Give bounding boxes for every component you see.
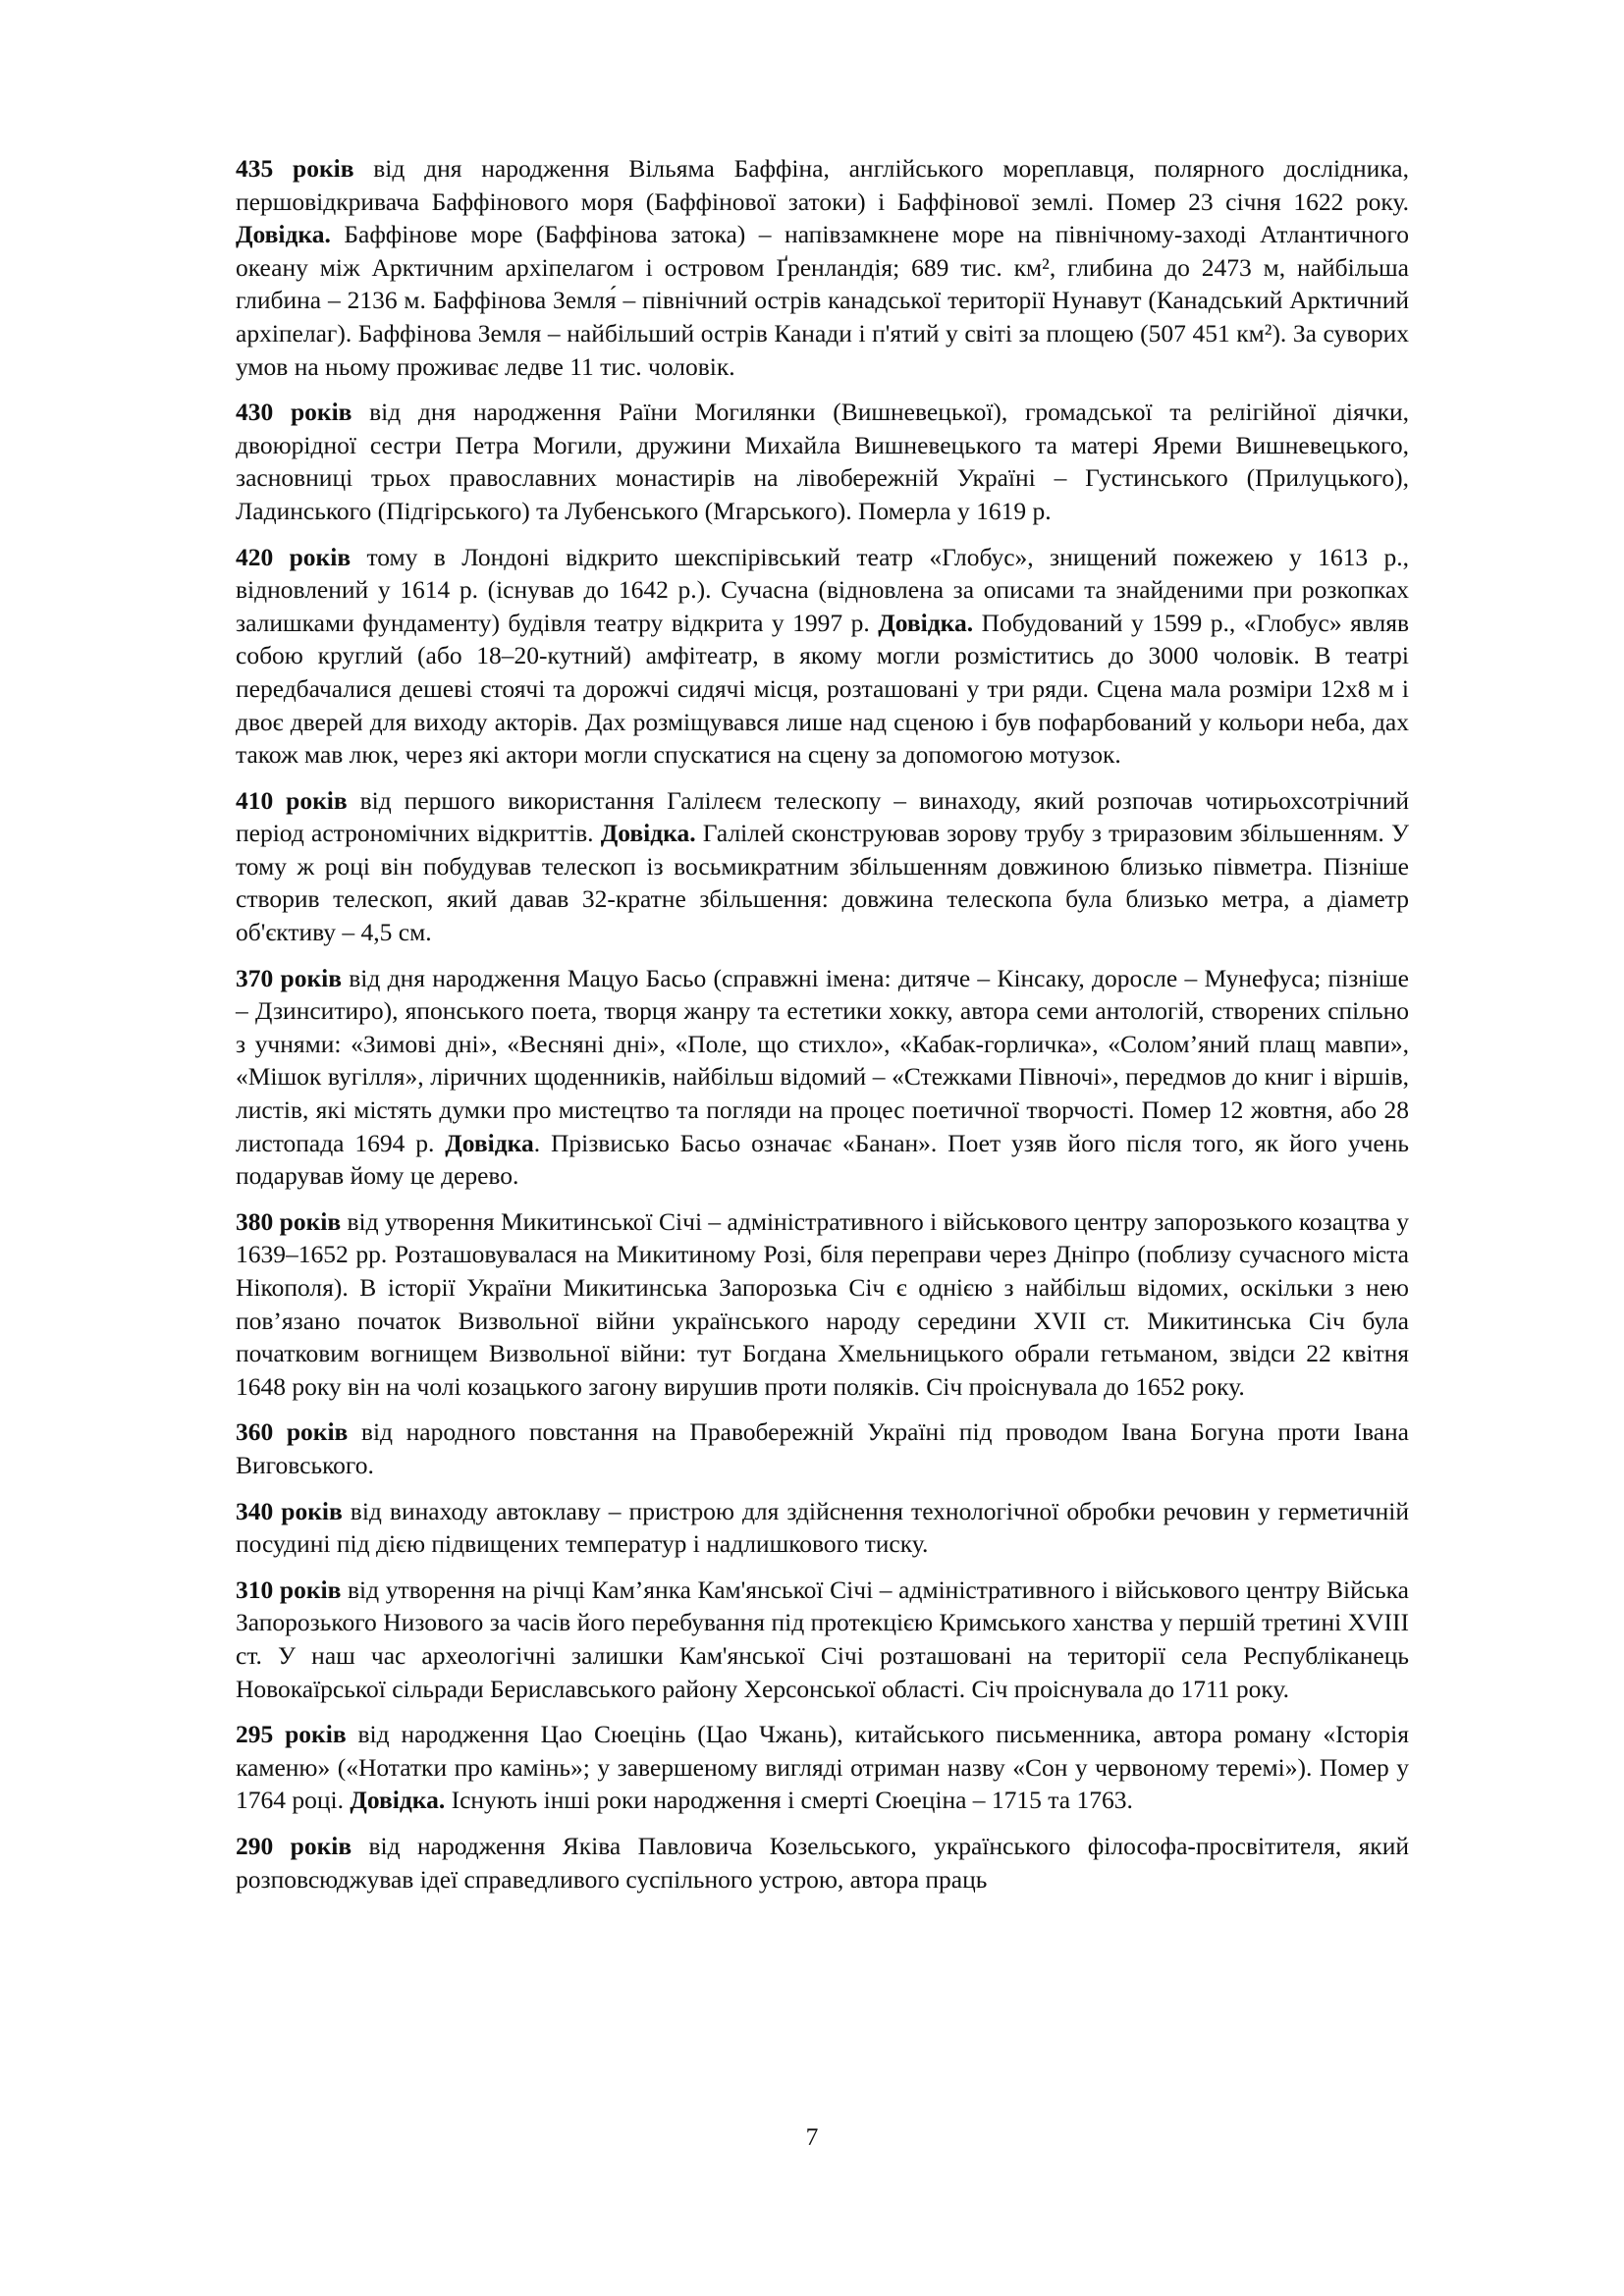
anniversary-entry [236, 962, 1409, 1193]
entry-note-label: Довідка. [878, 608, 974, 637]
entry-note-text: Баффінове море (Баффінова затока) – напівзамкнене море на північному-заході Атлантичного океану між Арктичним архіпелагом і островом Ґренландія; 689 тис. км², глибина до 2473 м, найбільша глибина – 2136 м. Баффінова Земля́ – північний острів канадської території Нунавут (Канадський Арктичний архіпелаг). Баффінова Земля – найбільший острів Канади і п'ятий у світі за площею (507 451 км²). За суворих умов на ньому проживає ледве 11 тис. чоловік. [236, 220, 1409, 381]
anniversary-entry [236, 396, 1409, 527]
entry-years: 430 років [236, 398, 352, 427]
entry-text: від дня народження Раїни Могилянки (Вишневецької), громадської та релігійної діячки, двоюрідної сестри Петра Могили, дружини Михайла Вишневецького та матері Яреми Вишневецького, засновниці трьох православних монастирів на лівобережній Україні – Густинського (Прилуцького), Ладинського (Підгірського) та Лубенського (Мгарського). Померла у 1619 р. [236, 398, 1409, 525]
entry-years: 435 років [236, 154, 354, 183]
entry-note-label: Довідка. [350, 1786, 446, 1815]
entry-years: 290 років [236, 1831, 352, 1860]
page-number: 7 [805, 2122, 819, 2151]
entry-years: 380 років [236, 1206, 342, 1236]
entry-note-label: Довідка [445, 1128, 534, 1157]
entry-text: від утворення Микитинської Січі – адміністративного і військового центру запорозького козацтва у 1639–1652 рр. Розташовувалася на Микитиному Розі, біля переправи через Дніпро (поблизу сучасного міста Нікополя). В історії України Микитинська Запорозька Січ є однією з найбільш відомих, оскільки з нею пов’язано початок Визвольної війни українського народу середини XVII ст. Микитинська Січ була початковим вогнищем Визвольної війни: тут Богдана Хмельницького обрали гетьманом, звідси 22 квітня 1648 року він на чолі козацького загону вирушив проти поляків. Січ проіснувала до 1652 року. [236, 1206, 1409, 1401]
entry-years: 340 років [236, 1496, 343, 1525]
anniversary-entry [236, 1830, 1409, 1896]
entry-text: від утворення на річці Кам’янка Кам'янської Січі – адміністративного і військового центру Війська Запорозького Низового за часів його перебування під протекцією Кримського ханства у першій третині XVIII ст. У наш час археологічні залишки Кам'янської Січі розташовані на території села Республіканець Новокаїрської сільради Бериславського району Херсонської області. Січ проіснувала до 1711 року. [236, 1575, 1409, 1703]
anniversary-entry [236, 1718, 1409, 1817]
document-page [236, 152, 1409, 1908]
anniversary-entry [236, 541, 1409, 772]
anniversary-entry [236, 152, 1409, 383]
entry-years: 420 років [236, 542, 352, 571]
entry-note-label: Довідка. [236, 220, 331, 249]
anniversary-entry [236, 1495, 1409, 1561]
anniversary-entry [236, 1574, 1409, 1705]
entry-years: 370 років [236, 963, 342, 992]
entry-years: 410 років [236, 785, 348, 815]
entry-note-text: Галілей сконструював зорову трубу з триразовим збільшенням. У тому ж році він побудував телескоп із восьмикратним збільшенням довжиною близько півметра. Пізніше створив телескоп, який давав 32-кратне збільшення: довжина телескопа була близько метра, а діаметр об'єктиву – 4,5 см. [236, 819, 1409, 947]
entry-note-text: Існують інші роки народження і смерті Сюецiна – 1715 та 1763. [445, 1786, 1133, 1815]
entry-note-label: Довідка. [600, 819, 696, 848]
entry-text: тому в Лондоні відкрито шекспірівський театр «Глобус», знищений пожежею у 1613 р., відновлений у 1614 р. (існував до 1642 р.). Сучасна (відновлена за описами та знайденими при розкопках залишками фундаменту) будівля театру відкрита у 1997 р. [236, 542, 1410, 637]
entry-text: від першого використання Галілеєм телескопу – винаходу, який розпочав чотирьохсотрічний період астрономічних відкриттів. [236, 785, 1409, 848]
anniversary-entry [236, 1415, 1409, 1481]
entry-text: від народження Яківа Павловича Козельського, українського філософа-просвітителя, який розповсюджував ідеї справедливого суспільного устрою, автора праць [236, 1831, 1409, 1894]
entry-note-text: Побудований у 1599 р., «Глобус» являв собою круглий (або 18–20-кутний) амфітеатр, в якому могли розміститись до 3000 чоловік. В театрі передбачалися дешеві стоячі та дорожчі сидячі місця, розташовані у три ряди. Сцена мала розміри 12х8 м і двоє дверей для виходу акторів. Дах розміщувався лише над сценою і був пофарбований у кольори неба, дах також мав люк, через які актори могли спускатися на сцену за допомогою мотузок. [236, 608, 1410, 770]
entry-text: від дня народження Вільяма Баффіна, англійського мореплавця, полярного дослідника, першовідкривача Баффінового моря (Баффінової затоки) і Баффінової землі. Помер 23 січня 1622 року. [236, 154, 1409, 216]
entry-text: від народження Цао Сюецінь (Цао Чжань), китайського письменника, автора роману «Історія каменю» («Нотатки про камінь»; у завершеному вигляді отриман назву «Сон у червоному теремі»). Помер у 1764 році. [236, 1720, 1409, 1815]
entry-text: від винаходу автоклаву – пристрою для здійснення технологічної обробки речовин у герметичній посудині під дією підвищених температур і надлишкового тиску. [236, 1496, 1410, 1559]
entry-years: 360 років [236, 1417, 349, 1447]
entry-years: 310 років [236, 1575, 342, 1604]
entry-note-text: . Прізвисько Басьо означає «Банан». Поет узяв його після того, як його учень подарував йому це дерево. [236, 1128, 1409, 1191]
entry-text: від дня народження Мацуо Басьо (справжні імена: дитяче – Кінсаку, доросле – Мунефуса; пізніше – Дзинситиро), японського поета, творця жанру та естетики хокку, автора семи антологій, створених спільно з учнями: «Зимові дні», «Весняні дні», «Поле, що стихло», «Кабак-горличка», «Солом’яний плащ мавпи», «Мішок вугілля», ліричних щоденників, найбільш відомий – «Стежками Півночі», передмов до книг і віршів, листів, які містять думки про мистецтво та погляди на процес поетичної творчості. Помер 12 жовтня, або 28 листопада 1694 р. [236, 963, 1409, 1157]
entry-years: 295 років [236, 1720, 347, 1749]
entry-text: від народного повстання на Правобережній Україні під проводом Івана Богуна проти Івана Виговського. [236, 1417, 1410, 1479]
anniversary-entry [236, 1205, 1409, 1404]
anniversary-entry [236, 784, 1409, 949]
